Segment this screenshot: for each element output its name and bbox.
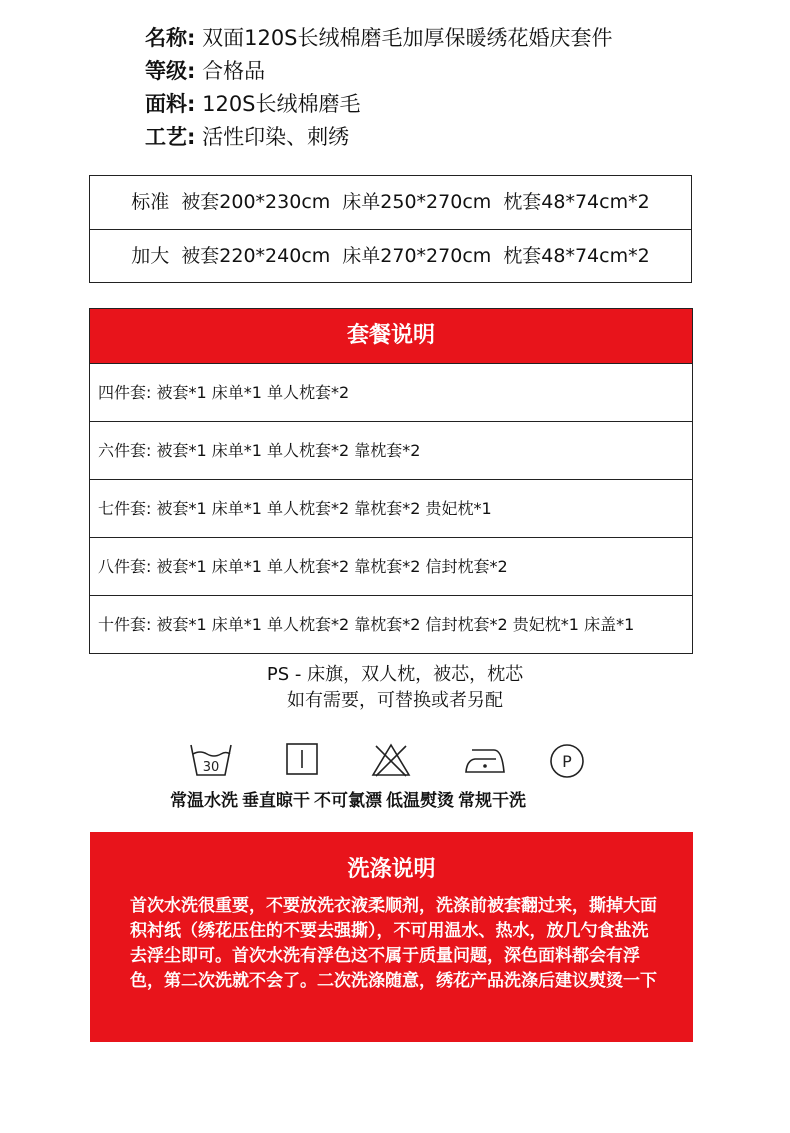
spec-name: 名称: 双面120S长绒棉磨毛加厚保暖绣花婚庆套件 (145, 26, 613, 50)
package-title: 套餐说明 (90, 309, 692, 363)
package-row-8: 八件套: 被套*1 床单*1 单人枕套*2 靠枕套*2 信封枕套*2 (90, 537, 692, 595)
dry-clean-p-icon (548, 742, 586, 780)
dry-clean-letter: P (562, 752, 572, 771)
package-row-10: 十件套: 被套*1 床单*1 单人枕套*2 靠枕套*2 信封枕套*2 贵妃枕*1 床盖*1 (90, 595, 692, 653)
ps-line-2: 如有需要，可替换或者另配 (287, 690, 503, 711)
ps-line-1: PS - 床旗，双人枕，被芯，枕芯 (266, 664, 524, 685)
care-symbols (170, 742, 620, 812)
product-specs (145, 22, 613, 154)
wash-30-icon (188, 742, 234, 778)
package-row-4: 四件套: 被套*1 床单*1 单人枕套*2 (90, 363, 692, 421)
spec-grade: 等级: 合格品 (145, 59, 266, 83)
low-iron-icon (462, 742, 508, 776)
package-table (89, 308, 693, 654)
care-label-dry: 垂直晾干 (242, 791, 310, 811)
care-label-bleach: 不可氯漂 (314, 791, 382, 811)
care-label-iron: 低温熨烫 (386, 791, 454, 811)
wash-body: 首次水洗很重要，不要放洗衣液柔顺剂，洗涤前被套翻过来，撕掉大面积衬纸（绣花压住的不要去强撕），不可用温水、热水，放几勺食盐洗去浮尘即可。首次水洗有浮色这不属于质量问题，深色面料都会有浮色，第二次洗就不会了。二次洗涤随意，绣花产品洗涤后建议熨烫一下 (130, 896, 657, 991)
care-label-dryclean: 常规干洗 (458, 791, 526, 811)
wash-title: 洗涤说明 (347, 857, 436, 882)
care-labels (170, 786, 630, 811)
no-bleach-icon (370, 742, 412, 778)
package-row-6: 六件套: 被套*1 床单*1 单人枕套*2 靠枕套*2 (90, 421, 692, 479)
ps-note (0, 662, 790, 714)
care-label-wash: 常温水洗 (170, 791, 238, 811)
size-row-standard: 标准 被套200*230cm 床单250*270cm 枕套48*74cm*2 (131, 191, 650, 213)
size-table (89, 175, 692, 283)
size-row-large: 加大 被套220*240cm 床单270*270cm 枕套48*74cm*2 (90, 229, 691, 283)
spec-fabric: 面料: 120S长绒棉磨毛 (145, 92, 361, 116)
wash-temp-label: 30 (202, 760, 220, 775)
wash-instructions (90, 832, 693, 1042)
spec-craft: 工艺: 活性印染、刺绣 (145, 125, 350, 149)
package-row-7: 七件套: 被套*1 床单*1 单人枕套*2 靠枕套*2 贵妃枕*1 (90, 479, 692, 537)
line-dry-icon (285, 742, 319, 776)
